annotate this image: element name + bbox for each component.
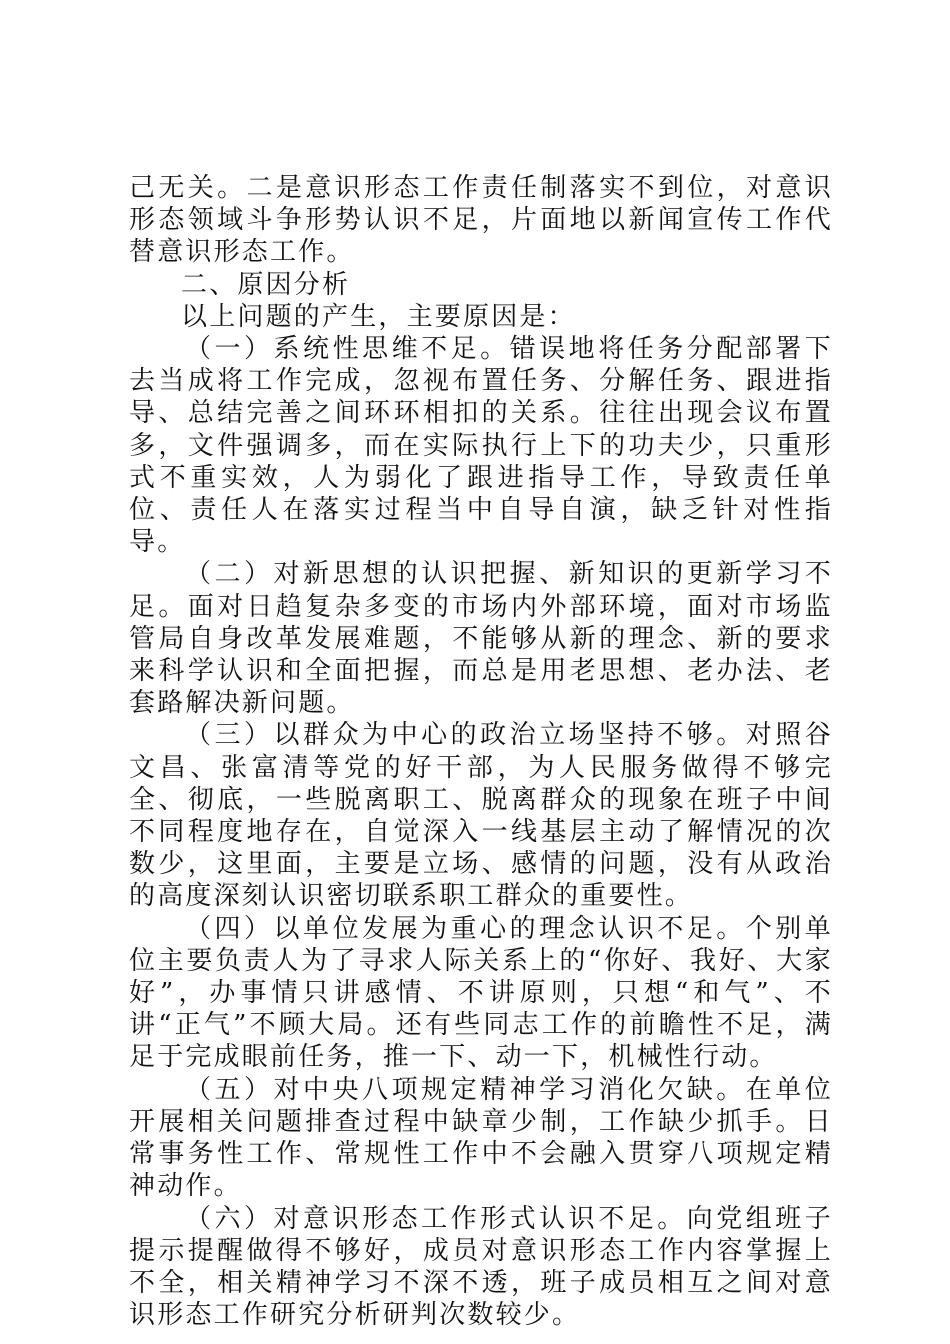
section-heading-cause-analysis: 二、原因分析	[181, 269, 351, 300]
paragraph-item-5: （五）对中央八项规定精神学习消化欠缺。在单位开展相关问题排查过程中缺章少制，工作缺少抓手。日常事务性工作、常规性工作中不会融入贯穿八项规定精神动作。	[129, 1074, 833, 1202]
paragraph-item-1: （一）系统性思维不足。错误地将任务分配部署下去当成将工作完成，忽视布置任务、分解任务、跟进指导、总结完善之间环环相扣的关系。往往出现会议布置多，文件强调多，而在实际执行上下的功夫少，只重形式不重实效，人为弱化了跟进指导工作，导致责任单位、责任人在落实过程当中自导自演，缺乏针对性指导。	[129, 334, 833, 558]
paragraph-item-3: （三）以群众为中心的政治立场坚持不够。对照谷文昌、张富清等党的好干部，为人民服务做得不够完全、彻底，一些脱离职工、脱离群众的现象在班子中间不同程度地存在，自觉深入一线基层主动了解情况的次数少，这里面，主要是立场、感情的问题，没有从政治的高度深刻认识密切联系职工群众的重要性。	[129, 720, 833, 912]
paragraph-item-4: （四）以单位发展为重心的理念认识不足。个别单位主要负责人为了寻求人际关系上的“你好、我好、大家好”，办事情只讲感情、不讲原则，只想“和气”、不讲“正气”不顾大局。还有些同志工作的前瞻性不足，满足于完成眼前任务，推一下、动一下，机械性行动。	[129, 913, 833, 1073]
paragraph-continuation: 己无关。二是意识形态工作责任制落实不到位，对意识形态领域斗争形势认识不足，片面地以新闻宣传工作代替意识形态工作。	[129, 173, 833, 268]
paragraph-intro: 以上问题的产生，主要原因是：	[181, 301, 576, 332]
document-body	[129, 172, 833, 1331]
paragraph-item-2: （二）对新思想的认识把握、新知识的更新学习不足。面对日趋复杂多变的市场内外部环境，面对市场监管局自身改革发展难题，不能够从新的理念、新的要求来科学认识和全面把握，而总是用老思想、老办法、老套路解决新问题。	[129, 559, 833, 719]
paragraph-item-6: （六）对意识形态工作形式认识不足。向党组班子提示提醒做得不够好，成员对意识形态工作内容掌握上不全，相关精神学习不深不透，班子成员相互之间对意识形态工作研究分析研判次数较少。	[129, 1203, 833, 1331]
